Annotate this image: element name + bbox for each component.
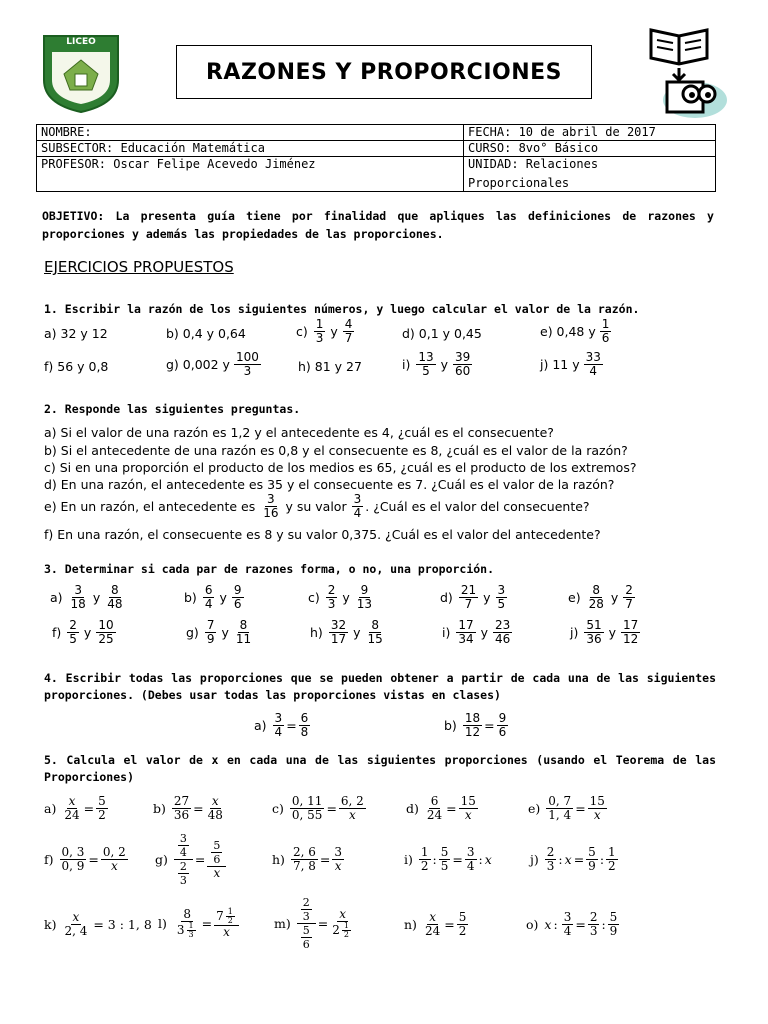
q3-item — [186, 619, 255, 646]
q3-item — [568, 584, 637, 611]
equals-sign: = — [446, 801, 457, 816]
q5-k — [44, 911, 152, 938]
q3-item — [184, 584, 246, 611]
q5-k-rhs: = 3 : 1, 8 — [93, 917, 152, 932]
section-title: EJERCICIOS PROPUESTOS — [44, 258, 234, 276]
fraction: $\frac{6}{4}$ — [204, 583, 213, 611]
q3-item — [570, 619, 642, 646]
q3-label: e) — [568, 590, 581, 605]
x-variable: x — [544, 917, 552, 932]
equals-sign: = — [193, 801, 204, 816]
objetivo-label: OBJETIVO: — [42, 209, 105, 223]
q3-label: c) — [308, 590, 320, 605]
q3-label: h) — [310, 625, 323, 640]
fraction: $\frac{5}{9}$ — [609, 910, 618, 938]
q4-a-label: a) — [254, 718, 267, 733]
colon-sign: : — [558, 852, 563, 867]
fraction: x 2 $\frac{1}{2}$ — [332, 907, 349, 939]
q4-title: 4. Escribir todas las proporciones que se pueden obtener a partir de cada una de las siguientes proporciones. (Debes usar todas las proporciones vistas en clases) — [44, 671, 716, 702]
q5-n — [404, 911, 470, 938]
q5-label: j) — [530, 852, 539, 867]
q3-label: b) — [184, 590, 197, 605]
fraction: 7 $\frac{1}{2}$ x — [214, 908, 239, 939]
equals-sign: = — [201, 916, 213, 931]
q5-a — [44, 795, 110, 822]
fraction: $\frac{18}{12}$ — [464, 711, 481, 739]
q2-e-post: . ¿Cuál es el valor del consecuente? — [365, 499, 590, 514]
fraction: $\frac{1}{2}$ — [608, 845, 616, 873]
q1-e — [540, 318, 613, 345]
fraction: $\frac{5}{9}$ — [588, 845, 596, 873]
fraction: $\frac{8}{15}$ — [367, 618, 383, 646]
fraction: $\frac{32}{17}$ — [330, 618, 347, 646]
fraction: $\frac{13}{5}$ — [418, 350, 434, 378]
fraction: $\frac{17}{34}$ — [458, 618, 474, 646]
q5-o — [526, 911, 621, 938]
x-variable: x — [484, 852, 492, 867]
fraction: $\frac{3}{x}$ — [334, 845, 342, 873]
q1-i — [402, 351, 474, 378]
subsector-cell: SUBSECTOR: Educación Matemática — [37, 141, 464, 157]
q2-e — [44, 493, 590, 520]
q5-i — [404, 846, 492, 873]
equals-sign: = — [194, 852, 206, 867]
unidad-line1: UNIDAD: Relaciones — [468, 157, 599, 171]
fraction: $\frac{51}{36}$ — [586, 618, 602, 646]
q1-g — [166, 351, 263, 378]
fraction: $\frac{2}{3}$ — [589, 910, 598, 938]
q3-item — [440, 584, 509, 611]
fraction: $\frac{1}{3}$ — [315, 317, 324, 345]
q5-b — [153, 795, 227, 822]
fraction: $\frac{x}{24}$ — [64, 794, 80, 822]
q1-d: d) 0,1 y 0,45 — [402, 326, 482, 341]
q1-a: a) 32 y 12 — [44, 326, 108, 341]
q4-b-label: b) — [444, 718, 457, 733]
equals-sign: = — [319, 852, 331, 867]
q5-g — [155, 832, 228, 887]
fraction: $\frac{9}{6}$ — [498, 711, 507, 739]
y-word: y — [219, 590, 227, 605]
q3-label: i) — [442, 625, 451, 640]
fraction: $\frac{3}{4}$ — [274, 711, 283, 739]
colon-sign: : — [601, 917, 606, 932]
profesor-cell: PROFESOR: Oscar Felipe Acevedo Jiménez — [37, 157, 464, 192]
q1-c-label: c) — [296, 324, 308, 339]
q2-b: b) Si el antecedente de una razón es 0,8 y el consecuente es 8, ¿cuál es el valor de la razón? — [44, 443, 628, 458]
y-word: y — [440, 357, 449, 372]
q5-c — [272, 795, 368, 822]
fraction: $\frac{1}{6}$ — [601, 317, 610, 345]
q3-label: g) — [186, 625, 199, 640]
fraction: $\frac{2}{3}$ — [546, 845, 555, 873]
fraction: $\frac{0, 3}{0, 9}$ — [61, 845, 85, 873]
q5-label: b) — [153, 801, 166, 816]
fraction: $\frac{4}{7}$ — [344, 317, 353, 345]
y-word: y — [608, 625, 617, 640]
colon-sign: : — [478, 852, 483, 867]
equals-sign: = — [88, 852, 99, 867]
q3-item — [52, 619, 118, 646]
equals-sign: = — [326, 801, 337, 816]
q3-title: 3. Determinar si cada par de razones forma, o no, una proporción. — [44, 562, 495, 576]
y-word: y — [92, 590, 101, 605]
page-title: RAZONES Y PROPORCIONES — [176, 45, 592, 99]
x-variable: x — [564, 852, 572, 867]
y-word: y — [610, 590, 619, 605]
q1-g-label: g) 0,002 y — [166, 357, 230, 372]
fraction: $\frac{15}{x}$ — [589, 794, 605, 822]
equals-sign: = — [444, 917, 455, 932]
fraction: $\frac{9}{6}$ — [233, 583, 242, 611]
y-word: y — [330, 324, 338, 339]
colon-sign: : — [553, 917, 558, 932]
equals-sign: = — [575, 801, 586, 816]
q2-title: 2. Responde las siguientes preguntas. — [44, 402, 301, 416]
fraction: $\frac{2}{3}$ — [327, 583, 336, 611]
fraction: $\frac{3}{5}$ — [497, 583, 506, 611]
q2-c: c) Si en una proporción el producto de los medios es 65, ¿cuál es el producto de los extremos? — [44, 460, 637, 475]
q5-label: h) — [272, 852, 285, 867]
nombre-cell: NOMBRE: — [37, 125, 464, 141]
y-word: y — [83, 625, 92, 640]
q1-i-label: i) — [402, 357, 411, 372]
q4-a — [254, 712, 312, 739]
fraction: $\frac{8}{28}$ — [588, 583, 604, 611]
q5-label: o) — [526, 917, 539, 932]
fraction: $\frac{5}{2}$ — [98, 794, 106, 822]
q5-title: 5. Calcula el valor de x en cada una de las siguientes proporciones (usando el Teorema de las Proporciones) — [44, 753, 716, 784]
q3-item — [308, 584, 376, 611]
objetivo-paragraph — [42, 207, 714, 243]
q1-b: b) 0,4 y 0,64 — [166, 326, 246, 341]
fraction: $\frac{27}{36}$ — [173, 794, 190, 822]
fraction: $\frac{0, 7}{1, 4}$ — [548, 794, 572, 822]
fraction: $\frac{100}{3}$ — [235, 350, 259, 378]
logo-text-top: LICEO — [66, 37, 96, 47]
q5-label: m) — [274, 916, 291, 931]
fraction: $\frac{3}{4}$ — [353, 492, 362, 520]
fraction: $\frac{23}{46}$ — [495, 618, 511, 646]
y-word: y — [221, 625, 229, 640]
q1-title: 1. Escribir la razón de los siguientes números, y luego calcular el valor de la razón. — [44, 302, 640, 316]
q3-item — [442, 619, 514, 646]
q3-label: j) — [570, 625, 579, 640]
curso-cell: CURSO: 8vo° Básico — [464, 141, 716, 157]
q5-l — [158, 908, 241, 939]
colon-sign: : — [432, 852, 437, 867]
fraction: 8 3 $\frac{1}{3}$ — [176, 907, 194, 939]
fraction: $\frac{3}{4}$ — [563, 910, 572, 938]
fraction: $\frac{2, 6}{7, 8}$ — [292, 845, 316, 873]
fraction: $\frac{7}{9}$ — [206, 618, 215, 646]
equals-sign: = — [573, 852, 585, 867]
q2-d: d) En una razón, el antecedente es 35 y el consecuente es 7. ¿Cuál es el valor de la razón? — [44, 477, 615, 492]
fraction: $\frac{6, 2}{x}$ — [340, 794, 364, 822]
q1-e-label: e) 0,48 y — [540, 324, 596, 339]
q5-label: n) — [404, 917, 417, 932]
q5-h — [272, 846, 346, 873]
complex-fraction: $\frac{\frac{2}{3}}{\frac{5}{6}}$ — [297, 896, 316, 951]
q5-label: g) — [155, 852, 168, 867]
q1-j-label: j) 11 y — [540, 357, 580, 372]
unidad-line2: Proporcionales — [468, 176, 570, 190]
q5-d — [406, 795, 480, 822]
q5-label: f) — [44, 852, 54, 867]
fraction: $\frac{x}{2, 4}$ — [64, 910, 88, 938]
y-word: y — [480, 625, 489, 640]
equals-sign: = — [452, 852, 463, 867]
fraction: $\frac{2}{7}$ — [625, 583, 633, 611]
fraction: $\frac{9}{13}$ — [356, 583, 373, 611]
fraction: $\frac{5}{2}$ — [458, 910, 467, 938]
q5-label: e) — [528, 801, 541, 816]
complex-fraction: $\frac{\frac{3}{4}}{\frac{2}{3}}$ — [174, 832, 193, 887]
q5-m — [274, 896, 357, 951]
fraction: $\frac{1}{2}$ — [420, 845, 429, 873]
complex-fraction: $\frac{\frac{5}{6}}{x}$ — [207, 839, 226, 880]
objetivo-text: La presenta guía tiene por finalidad que apliques las definiciones de razones y proporciones y además las propiedades de las proporciones. — [42, 209, 714, 241]
q5-label: k) — [44, 917, 57, 932]
q3-label: f) — [52, 625, 62, 640]
equals-sign: = — [317, 916, 329, 931]
fraction: $\frac{17}{12}$ — [623, 618, 639, 646]
fraction: $\frac{6}{24}$ — [426, 794, 443, 822]
fecha-cell: FECHA: 10 de abril de 2017 — [464, 125, 716, 141]
q3-item — [310, 619, 387, 646]
fraction: $\frac{15}{x}$ — [460, 794, 476, 822]
fraction: $\frac{33}{4}$ — [585, 350, 601, 378]
q5-label: l) — [158, 916, 167, 931]
q2-f: f) En una razón, el consecuente es 8 y su valor 0,375. ¿Cuál es el valor del antecedente? — [44, 527, 601, 542]
q3-item — [50, 584, 127, 611]
fraction: $\frac{6}{8}$ — [300, 711, 309, 739]
fraction: $\frac{8}{11}$ — [235, 618, 252, 646]
fraction: $\frac{3}{4}$ — [466, 845, 475, 873]
fraction: $\frac{39}{60}$ — [455, 350, 471, 378]
q4-b — [444, 712, 510, 739]
book-reader-icon — [645, 24, 729, 120]
colon-sign: : — [599, 852, 605, 867]
fraction: $\frac{0, 2}{x}$ — [102, 845, 126, 873]
q2-e-pre: e) En un razón, el antecedente es — [44, 499, 256, 514]
q5-label: a) — [44, 801, 57, 816]
equals-sign: = — [286, 718, 297, 733]
fraction: $\frac{x}{48}$ — [207, 794, 223, 822]
q5-e — [528, 795, 609, 822]
q5-label: d) — [406, 801, 419, 816]
fraction: $\frac{2}{5}$ — [69, 618, 77, 646]
fraction: $\frac{x}{24}$ — [424, 910, 441, 938]
q5-label: i) — [404, 852, 413, 867]
equals-sign: = — [575, 917, 586, 932]
q2-a: a) Si el valor de una razón es 1,2 y el antecedente es 4, ¿cuál es el consecuente? — [44, 425, 554, 440]
y-word: y — [483, 590, 491, 605]
q5-f — [44, 846, 130, 873]
q2-e-mid: y su valor — [285, 499, 347, 514]
fraction: $\frac{5}{5}$ — [440, 845, 449, 873]
y-word: y — [353, 625, 361, 640]
q5-label: c) — [272, 801, 284, 816]
school-logo — [42, 34, 120, 114]
fraction: $\frac{0, 11}{0, 55}$ — [291, 794, 323, 822]
q1-c — [296, 318, 356, 345]
q3-label: a) — [50, 590, 63, 605]
q1-f: f) 56 y 0,8 — [44, 359, 109, 374]
fraction: $\frac{8}{48}$ — [107, 583, 123, 611]
unidad-cell — [464, 157, 716, 192]
q1-j — [540, 351, 605, 378]
q5-j — [530, 846, 620, 873]
fraction: $\frac{3}{16}$ — [263, 492, 279, 520]
fraction: $\frac{10}{25}$ — [98, 618, 114, 646]
q1-h: h) 81 y 27 — [298, 359, 362, 374]
fraction: $\frac{21}{7}$ — [460, 583, 477, 611]
q3-label: d) — [440, 590, 453, 605]
equals-sign: = — [484, 718, 495, 733]
y-word: y — [342, 590, 350, 605]
info-table — [36, 124, 716, 192]
fraction: $\frac{3}{18}$ — [70, 583, 86, 611]
equals-sign: = — [83, 801, 95, 816]
